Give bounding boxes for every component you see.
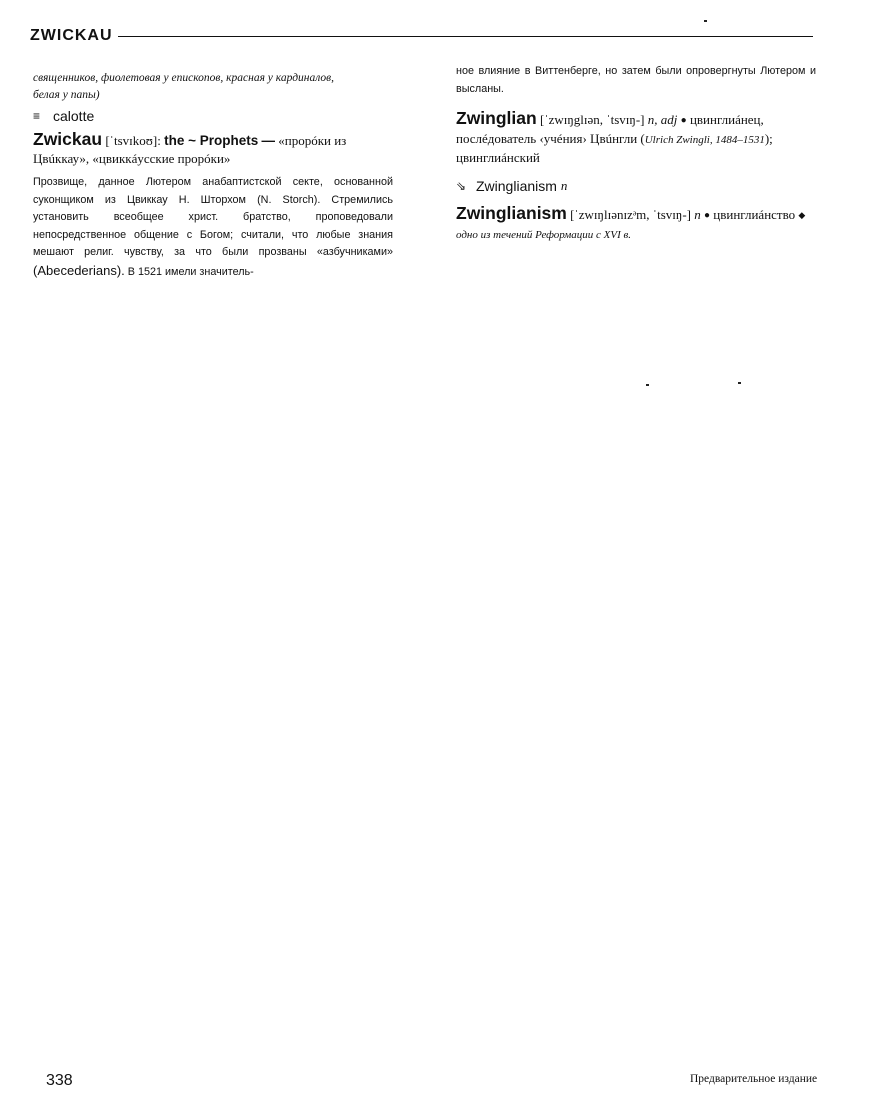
right-column (456, 63, 816, 244)
headword: Zwickau (33, 129, 103, 149)
equivalence-icon: ≡ (33, 109, 41, 123)
note-italic: одно из течений Реформации с XVI в. (456, 229, 632, 241)
running-header (30, 27, 813, 47)
xref-pos: n (560, 178, 568, 193)
pronunciation: [ˈtsvɪkoʊ]: (105, 133, 161, 148)
continuation-text-right: ное влияние в Виттенберге, но затем были опровергнуты Лютером и высланы. (456, 65, 816, 95)
gloss: цвинглиáнство (713, 207, 796, 222)
note-term: (Abecederians). (33, 262, 125, 278)
headword: Zwinglianism (456, 203, 567, 223)
part-of-speech: n, adj (647, 112, 678, 127)
phrase: the ~ Prophets (164, 133, 259, 148)
bullet-icon: ● (704, 210, 711, 221)
diamond-icon: ◆ (798, 210, 806, 220)
part-of-speech: n (694, 207, 701, 222)
entry-zwickau (33, 130, 393, 168)
dash: — (261, 133, 275, 148)
scan-speck (738, 382, 741, 384)
gloss-italic: Ulrich Zwingli, 1484–1531 (644, 134, 765, 146)
entry-zwinglianism (456, 204, 816, 244)
cross-reference-zwinglianism (456, 177, 816, 195)
xref-term[interactable]: calotte (53, 108, 95, 124)
gloss-part-2: ); цвинглиáнский (456, 131, 773, 165)
continuation-line-2: белая у папы (33, 89, 96, 101)
xref-term[interactable]: Zwinglianism (476, 178, 557, 194)
scan-speck (646, 384, 649, 386)
gloss: «прорóки из Цвúккау», «цвиккáусские прорóки» (33, 133, 347, 166)
bullet-icon: ● (680, 115, 687, 126)
running-head-word: ZWICKAU (30, 27, 113, 44)
continuation-close-paren: ) (95, 89, 100, 101)
pronunciation: [ˈzwɪŋglɪən, ˈtsvɪŋ-] (539, 112, 645, 127)
cross-reference-calotte (33, 107, 393, 125)
left-column (33, 70, 393, 281)
see-also-arrow-icon: ⇘ (456, 179, 467, 193)
edition-note: Предварительное издание (690, 1073, 818, 1085)
pronunciation: [ˈzwɪŋlɪənɪzᵊm, ˈtsvɪŋ-] (570, 207, 691, 222)
continuation-line-1: священников, фиолетовая у епископов, красная у кардиналов, (33, 72, 335, 84)
header-rule (118, 36, 813, 37)
note-text: Прозвище, данное Лютером анабаптистской секте, основанной суконщиком из Цвиккау Н. Шторхом (N. Storch). Стремились установить всеобщее христ. братство, проповедовали непосредственное общение с Богом; считали, что любые знания мешают религ. чувству, за что были прозваны «азбучниками» (33, 176, 393, 258)
entry-note (33, 174, 393, 281)
page-number: 338 (46, 1072, 73, 1089)
note-tail: В 1521 имели значитель- (127, 265, 254, 278)
scan-speck (704, 20, 707, 22)
entry-zwinglian (456, 109, 816, 167)
headword: Zwinglian (456, 108, 537, 128)
gloss-part-1: цвинглиáнец, послéдователь ‹учéния› Цвúнгли ( (456, 112, 764, 146)
continuation-text (33, 70, 393, 104)
